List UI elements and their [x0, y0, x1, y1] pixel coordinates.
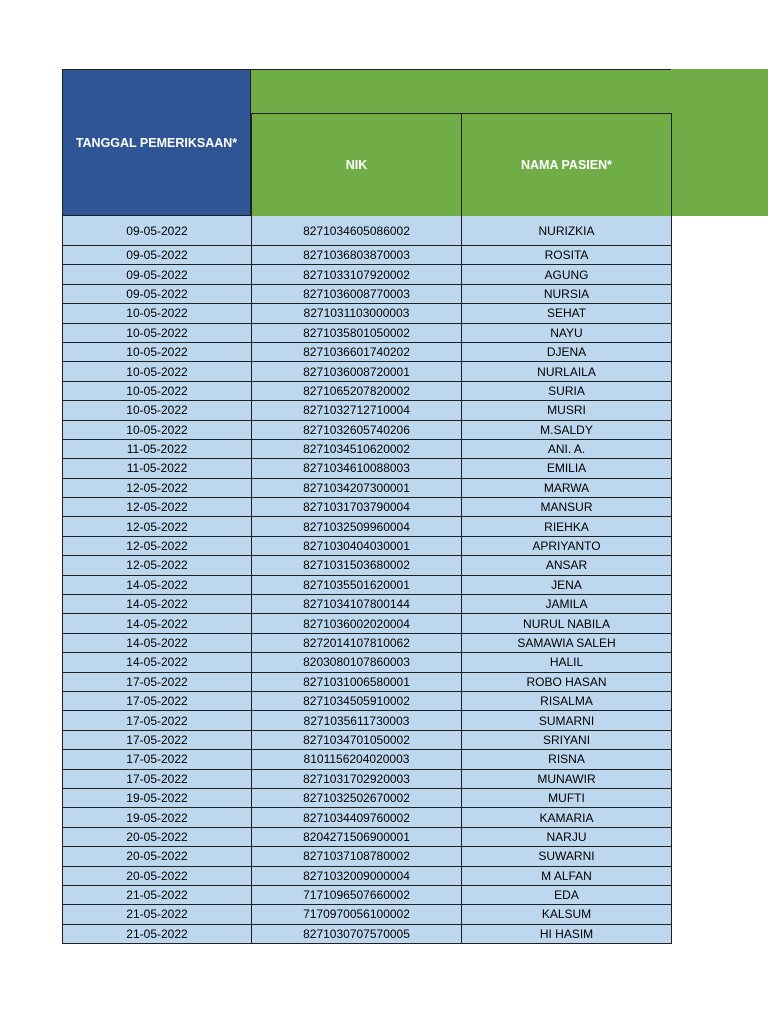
nik-cell[interactable]: 8271031006580001 [251, 673, 461, 691]
date-cell[interactable]: 12-05-2022 [62, 537, 251, 555]
table-row [62, 382, 672, 401]
date-cell[interactable]: 21-05-2022 [62, 905, 251, 923]
date-cell[interactable]: 14-05-2022 [62, 653, 251, 671]
nama-cell[interactable]: HI HASIM [461, 925, 672, 943]
column-header-tanggal-pemeriksaan[interactable] [62, 69, 251, 216]
table-row [62, 362, 672, 381]
nama-cell[interactable]: MUSRI [461, 401, 672, 419]
nik-cell[interactable]: 8271031703790004 [251, 498, 461, 516]
table-row [62, 459, 672, 478]
table-row [62, 673, 672, 692]
date-cell[interactable]: 09-05-2022 [62, 285, 251, 303]
column-header-label: TANGGAL PEMERIKSAAN* [75, 135, 238, 150]
table-row [62, 711, 672, 730]
nik-cell[interactable]: 8271034605086002 [251, 216, 461, 245]
nama-cell[interactable]: MARWA [461, 479, 672, 497]
nama-cell[interactable]: DJENA [461, 343, 672, 361]
nik-cell[interactable]: 8271034107800144 [251, 595, 461, 613]
date-cell[interactable]: 09-05-2022 [62, 265, 251, 283]
nik-cell[interactable]: 8271034505910002 [251, 692, 461, 710]
date-cell[interactable]: 17-05-2022 [62, 731, 251, 749]
table-row [62, 634, 672, 653]
table-row [62, 265, 672, 284]
nama-cell[interactable]: SRIYANI [461, 731, 672, 749]
nama-cell[interactable]: NURLAILA [461, 362, 672, 380]
table-row [62, 421, 672, 440]
table-row [62, 925, 672, 944]
date-cell[interactable]: 10-05-2022 [62, 401, 251, 419]
date-cell[interactable]: 09-05-2022 [62, 216, 251, 245]
table-row [62, 770, 672, 789]
nama-cell[interactable]: JENA [461, 576, 672, 594]
nik-cell[interactable]: 8271036601740202 [251, 343, 461, 361]
column-header-label: NIK [345, 158, 368, 172]
nama-cell[interactable]: ANSAR [461, 556, 672, 574]
table-row [62, 246, 672, 265]
date-cell[interactable]: 10-05-2022 [62, 421, 251, 439]
nik-cell[interactable]: 8271036803870003 [251, 246, 461, 264]
table-row [62, 847, 672, 866]
date-cell[interactable]: 12-05-2022 [62, 556, 251, 574]
date-cell[interactable]: 20-05-2022 [62, 867, 251, 885]
table-row [62, 576, 672, 595]
table-row [62, 216, 672, 246]
date-cell[interactable]: 17-05-2022 [62, 750, 251, 768]
date-cell[interactable]: 10-05-2022 [62, 382, 251, 400]
date-cell[interactable]: 19-05-2022 [62, 789, 251, 807]
nik-cell[interactable]: 8271035501620001 [251, 576, 461, 594]
date-cell[interactable]: 10-05-2022 [62, 324, 251, 342]
nama-cell[interactable]: MANSUR [461, 498, 672, 516]
nama-cell[interactable]: KALSUM [461, 905, 672, 923]
nama-cell[interactable]: ROSITA [461, 246, 672, 264]
nama-cell[interactable]: SEHAT [461, 304, 672, 322]
table-row [62, 750, 672, 769]
nik-cell[interactable]: 8271035801050002 [251, 324, 461, 342]
table-row [62, 653, 672, 672]
date-cell[interactable]: 17-05-2022 [62, 692, 251, 710]
nik-cell[interactable]: 7171096507660002 [251, 886, 461, 904]
table-row [62, 808, 672, 827]
nik-cell[interactable]: 8271032009000004 [251, 867, 461, 885]
table-row [62, 595, 672, 614]
table-row [62, 343, 672, 362]
nama-cell[interactable]: ANI. A. [461, 440, 672, 458]
nama-cell[interactable]: NURUL NABILA [461, 614, 672, 632]
nik-cell[interactable]: 8204271506900001 [251, 828, 461, 846]
nik-cell[interactable]: 8271034610088003 [251, 459, 461, 477]
nama-cell[interactable]: JAMILA [461, 595, 672, 613]
nama-cell[interactable]: SUMARNI [461, 711, 672, 729]
nama-cell[interactable]: M.SALDY [461, 421, 672, 439]
nama-cell[interactable]: RIEHKA [461, 517, 672, 535]
nama-cell[interactable]: HALIL [461, 653, 672, 671]
date-cell[interactable]: 09-05-2022 [62, 246, 251, 264]
table-row [62, 304, 672, 323]
nik-cell[interactable]: 8271032605740206 [251, 421, 461, 439]
date-cell[interactable]: 20-05-2022 [62, 847, 251, 865]
table-row [62, 285, 672, 304]
table-row [62, 789, 672, 808]
date-cell[interactable]: 12-05-2022 [62, 517, 251, 535]
table-row [62, 614, 672, 633]
nik-cell[interactable]: 8271030707570005 [251, 925, 461, 943]
column-header-nik[interactable] [251, 113, 462, 217]
nama-cell[interactable]: NURSIA [461, 285, 672, 303]
nama-cell[interactable]: NAYU [461, 324, 672, 342]
nik-cell[interactable]: 8271036008770003 [251, 285, 461, 303]
table-row [62, 324, 672, 343]
nik-cell[interactable]: 8272014107810062 [251, 634, 461, 652]
patient-table-body [62, 216, 672, 944]
nik-cell[interactable]: 8271031103000003 [251, 304, 461, 322]
nik-cell[interactable]: 8271032712710004 [251, 401, 461, 419]
nama-cell[interactable]: EDA [461, 886, 672, 904]
nama-cell[interactable]: RISALMA [461, 692, 672, 710]
nik-cell[interactable]: 8271030404030001 [251, 537, 461, 555]
column-header-label: NAMA PASIEN* [521, 158, 612, 172]
table-row [62, 401, 672, 420]
nik-cell[interactable]: 8271037108780002 [251, 847, 461, 865]
date-cell[interactable]: 21-05-2022 [62, 925, 251, 943]
table-row [62, 867, 672, 886]
date-cell[interactable]: 10-05-2022 [62, 362, 251, 380]
table-row [62, 479, 672, 498]
nama-cell[interactable]: M ALFAN [461, 867, 672, 885]
nik-cell[interactable]: 8203080107860003 [251, 653, 461, 671]
date-cell[interactable]: 17-05-2022 [62, 673, 251, 691]
table-row [62, 556, 672, 575]
nama-cell[interactable]: SURIA [461, 382, 672, 400]
date-cell[interactable]: 10-05-2022 [62, 343, 251, 361]
nik-cell[interactable]: 8271065207820002 [251, 382, 461, 400]
date-cell[interactable]: 12-05-2022 [62, 498, 251, 516]
nik-cell[interactable]: 7170970056100002 [251, 905, 461, 923]
table-row [62, 828, 672, 847]
date-cell[interactable]: 20-05-2022 [62, 828, 251, 846]
date-cell[interactable]: 10-05-2022 [62, 304, 251, 322]
nik-cell[interactable]: 8271036008720001 [251, 362, 461, 380]
nama-cell[interactable]: KAMARIA [461, 808, 672, 826]
nik-cell[interactable]: 8271036002020004 [251, 614, 461, 632]
table-row [62, 498, 672, 517]
nama-cell[interactable]: SAMAWIA SALEH [461, 634, 672, 652]
table-row [62, 905, 672, 924]
date-cell[interactable]: 21-05-2022 [62, 886, 251, 904]
table-row [62, 886, 672, 905]
nama-cell[interactable]: ROBO HASAN [461, 673, 672, 691]
date-cell[interactable]: 14-05-2022 [62, 595, 251, 613]
nik-cell[interactable]: 8271034510620002 [251, 440, 461, 458]
date-cell[interactable]: 14-05-2022 [62, 614, 251, 632]
nama-cell[interactable]: NURIZKIA [461, 216, 672, 245]
date-cell[interactable]: 17-05-2022 [62, 711, 251, 729]
nik-cell[interactable]: 8271034207300001 [251, 479, 461, 497]
date-cell[interactable]: 11-05-2022 [62, 459, 251, 477]
nik-cell[interactable]: 8271034409760002 [251, 808, 461, 826]
table-row [62, 692, 672, 711]
date-cell[interactable]: 17-05-2022 [62, 770, 251, 788]
nama-cell[interactable]: AGUNG [461, 265, 672, 283]
nama-cell[interactable]: NARJU [461, 828, 672, 846]
nik-cell[interactable]: 8271033107920002 [251, 265, 461, 283]
nik-cell[interactable]: 8271031503680002 [251, 556, 461, 574]
nama-cell[interactable]: MUNAWIR [461, 770, 672, 788]
date-cell[interactable]: 12-05-2022 [62, 479, 251, 497]
nik-cell[interactable]: 8271031702920003 [251, 770, 461, 788]
nik-cell[interactable]: 8101156204020003 [251, 750, 461, 768]
nik-cell[interactable]: 8271035611730003 [251, 711, 461, 729]
nama-cell[interactable]: SUWARNI [461, 847, 672, 865]
table-row [62, 517, 672, 536]
column-header-nama-pasien[interactable] [461, 113, 672, 217]
nama-cell[interactable]: MUFTI [461, 789, 672, 807]
date-cell[interactable]: 11-05-2022 [62, 440, 251, 458]
date-cell[interactable]: 19-05-2022 [62, 808, 251, 826]
date-cell[interactable]: 14-05-2022 [62, 576, 251, 594]
date-cell[interactable]: 14-05-2022 [62, 634, 251, 652]
header-top-border [251, 69, 671, 70]
nik-cell[interactable]: 8271034701050002 [251, 731, 461, 749]
nik-cell[interactable]: 8271032502670002 [251, 789, 461, 807]
table-row [62, 731, 672, 750]
nama-cell[interactable]: RISNA [461, 750, 672, 768]
table-row [62, 537, 672, 556]
nama-cell[interactable]: APRIYANTO [461, 537, 672, 555]
table-row [62, 440, 672, 459]
nama-cell[interactable]: EMILIA [461, 459, 672, 477]
nik-cell[interactable]: 8271032509960004 [251, 517, 461, 535]
